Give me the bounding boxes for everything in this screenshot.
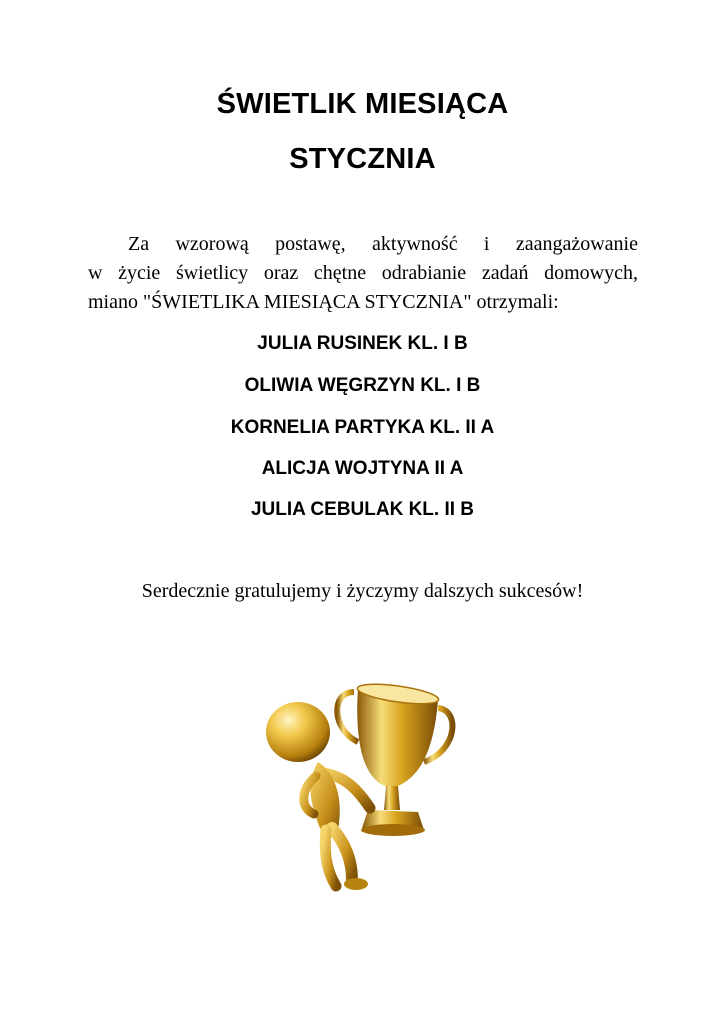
golden-figure-trophy-image	[262, 680, 462, 895]
winner-name: ALICJA WOJTYNA II A	[261, 458, 464, 479]
winner-name: JULIA RUSINEK KL. I B	[257, 333, 468, 354]
paragraph-line: w życie świetlicy oraz chętne odrabianie zadań domowych,	[88, 262, 638, 284]
trophy-handle-left	[337, 692, 358, 742]
winner-name: JULIA CEBULAK KL. II B	[250, 499, 475, 520]
trophy-stem	[384, 786, 400, 810]
winner-name: OLIWIA WĘGRZYN KL. I B	[244, 375, 481, 396]
figure-head	[266, 702, 330, 762]
closing-message: Serdecznie gratulujemy i życzymy dalszych sukcesów!	[141, 580, 584, 602]
paragraph-line: Za wzorową postawę, aktywność i zaangażowanie	[128, 233, 638, 255]
page-title: ŚWIETLIK MIESIĄCA	[216, 88, 509, 120]
intro-paragraph	[88, 230, 638, 317]
winner-name: KORNELIA PARTYKA KL. II A	[230, 417, 495, 438]
paragraph-line: miano "ŚWIETLIKA MIESIĄCA STYCZNIA" otrzymali:	[88, 291, 559, 313]
page-subtitle: STYCZNIA	[289, 143, 436, 175]
